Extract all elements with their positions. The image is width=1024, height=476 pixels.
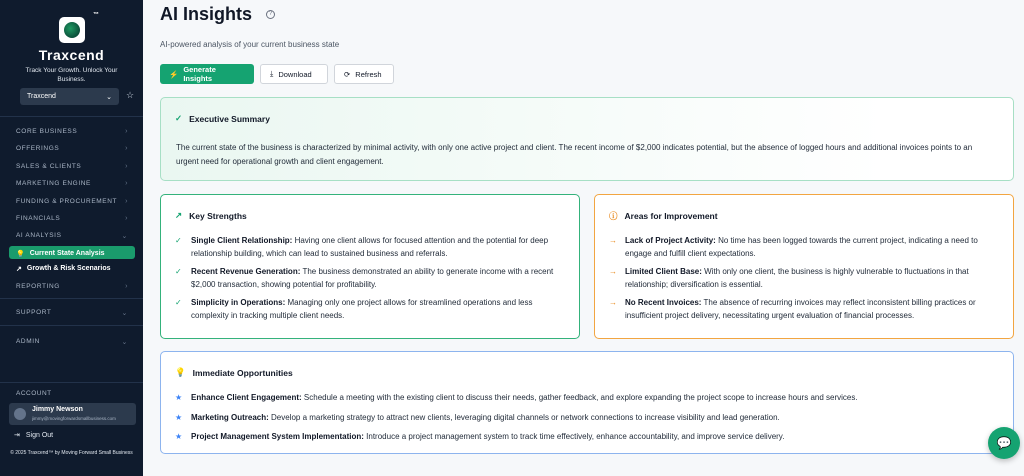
- immediate-opportunities-card: [160, 351, 1014, 454]
- copyright: © 2025 Traxcend™ by Moving Forward Small Business: [10, 450, 133, 456]
- chevron-right-icon: ›: [125, 163, 128, 170]
- chevron-right-icon: ›: [125, 215, 128, 222]
- check-circle-icon: ✓: [175, 113, 183, 123]
- star-icon: ★: [175, 393, 183, 402]
- list-item: → Lack of Project Activity: No time has been logged towards the current project, indicating a need to engage and fulfill client expectations.: [609, 235, 1004, 260]
- download-icon: ⤓: [270, 69, 274, 78]
- divider: [0, 382, 143, 383]
- trend-up-icon: ↗: [175, 210, 183, 220]
- divider: [0, 116, 143, 117]
- help-icon[interactable]: ?: [266, 10, 275, 19]
- arrow-right-icon: →: [609, 298, 617, 307]
- lightbulb-icon: 💡: [175, 367, 186, 377]
- nav-financials[interactable]: FINANCIALS ›: [16, 215, 128, 222]
- trademark: ™: [93, 12, 99, 18]
- list-item: ✓ Simplicity in Operations: Managing only one project allows for streamlined operations and less complexity in tracking multiple client needs.: [175, 297, 570, 322]
- divider: [0, 325, 143, 326]
- brand-block: [0, 12, 143, 84]
- organization-select-value: Traxcend: [27, 93, 56, 100]
- card-header: ✓ Executive Summary: [175, 113, 270, 124]
- nav-admin[interactable]: ADMIN ⌄: [16, 338, 128, 346]
- avatar: [14, 408, 26, 420]
- list-item: ★ Project Management System Implementation: Introduce a project management system to track time effectively, enhance accountability, and improve service delivery.: [175, 431, 995, 444]
- nav-reporting[interactable]: REPORTING ›: [16, 283, 128, 290]
- list-item: ✓ Single Client Relationship: Having one client allows for focused attention and the potential for deep relationship building, which can lead to sustained business and referrals.: [175, 235, 570, 260]
- sidebar-item-growth-risk-scenarios[interactable]: ↗ Growth & Risk Scenarios: [16, 265, 111, 273]
- chat-button[interactable]: [988, 427, 1020, 459]
- divider: [0, 298, 143, 299]
- chevron-down-icon: ⌄: [106, 93, 112, 101]
- card-header: ⓘ Areas for Improvement: [609, 211, 718, 221]
- user-name: Jimmy Newson: [32, 406, 83, 413]
- nav-sales-clients[interactable]: SALES & CLIENTS ›: [16, 163, 128, 170]
- star-icon[interactable]: ☆: [126, 90, 135, 100]
- trend-icon: ↗: [16, 265, 22, 273]
- chevron-right-icon: ›: [125, 145, 128, 152]
- generate-insights-button[interactable]: ⚡ Generate Insights: [160, 64, 254, 84]
- user-account-card[interactable]: [9, 403, 136, 425]
- star-icon: ★: [175, 412, 183, 422]
- sidebar: [0, 0, 143, 476]
- list-item: → Limited Client Base: With only one client, the business is highly vulnerable to fluctuations in that relationship; diversification is essential.: [609, 266, 1004, 291]
- main-content: [143, 0, 1024, 476]
- list-item: ★ Marketing Outreach: Develop a marketing strategy to attract new clients, leveraging digital channels or network connections to increase visibility and lead generation.: [175, 412, 995, 425]
- executive-summary-text: The current state of the business is characterized by minimal activity, with only one active project and client. The recent income of $2,000 indicates potential, but the absence of logged hours and additional invoices points to an urgent need for operational growth and client engagement.: [176, 143, 973, 166]
- nav-ai-analysis[interactable]: AI ANALYSIS ⌄: [16, 232, 128, 240]
- sidebar-item-current-state-analysis[interactable]: 💡 Current State Analysis: [9, 246, 135, 259]
- check-icon: ✓: [175, 298, 182, 307]
- chevron-right-icon: ›: [125, 180, 128, 187]
- chevron-right-icon: ›: [125, 283, 128, 290]
- arrow-right-icon: →: [609, 236, 617, 245]
- sign-out-button[interactable]: ⇥ Sign Out: [14, 431, 54, 439]
- refresh-icon: ⟳: [344, 69, 351, 79]
- executive-summary-card: [160, 97, 1014, 181]
- card-header: ↗ Key Strengths: [175, 210, 247, 221]
- list-item: → No Recent Invoices: The absence of recurring invoices may reflect inconsistent billing practices or insufficient project delivery, necessitating urgent evaluation of financial processes.: [609, 297, 1004, 322]
- user-email: jimmy@movingforwardsmallbusiness.com: [32, 416, 116, 421]
- brand-tagline: Track Your Growth. Unlock Your Business.: [25, 67, 118, 83]
- opportunities-list: [175, 392, 995, 451]
- organization-select[interactable]: [20, 88, 119, 105]
- nav-marketing-engine[interactable]: MARKETING ENGINE ›: [16, 180, 128, 187]
- chat-icon: 💬: [996, 436, 1012, 450]
- chevron-right-icon: ›: [125, 128, 128, 135]
- chevron-down-icon: ⌄: [121, 310, 128, 317]
- arrow-right-icon: →: [609, 267, 617, 276]
- refresh-button[interactable]: ⟳ Refresh: [334, 64, 394, 84]
- nav-core-business[interactable]: CORE BUSINESS ›: [16, 128, 128, 135]
- key-strengths-card: [160, 194, 580, 339]
- star-icon: ★: [175, 432, 183, 441]
- list-item: ✓ Recent Revenue Generation: The business demonstrated an ability to generate income with a recent $2,000 transaction, showing potential for profitability.: [175, 266, 570, 291]
- page-subtitle: AI-powered analysis of your current business state: [160, 40, 340, 49]
- download-button[interactable]: ⤓ Download: [260, 64, 328, 84]
- strengths-list: [175, 235, 570, 328]
- brand-name: Traxcend: [38, 47, 105, 63]
- improvement-list: [609, 235, 1004, 328]
- areas-for-improvement-card: [594, 194, 1014, 339]
- chevron-down-icon: ⌄: [121, 339, 128, 346]
- nav-offerings[interactable]: OFFERINGS ›: [16, 145, 128, 152]
- check-icon: ✓: [175, 267, 182, 276]
- page-title: AI Insights: [160, 4, 253, 24]
- chevron-down-icon: ⌄: [121, 233, 128, 240]
- account-label: ACCOUNT: [16, 390, 52, 397]
- logo-icon[interactable]: [59, 17, 85, 43]
- nav-funding-procurement[interactable]: FUNDING & PROCUREMENT ›: [16, 198, 128, 205]
- nav-support[interactable]: SUPPORT ⌄: [16, 309, 128, 317]
- alert-circle-icon: ⓘ: [609, 211, 618, 221]
- lightbulb-icon: 💡: [16, 250, 25, 258]
- card-header: 💡 Immediate Opportunities: [175, 367, 293, 378]
- check-icon: ✓: [175, 236, 182, 245]
- sign-out-icon: ⇥: [14, 432, 20, 439]
- list-item: ★ Enhance Client Engagement: Schedule a meeting with the existing client to discuss their needs, gather feedback, and explore expanding the project scope to increase hours and services.: [175, 392, 995, 405]
- chevron-right-icon: ›: [125, 198, 128, 205]
- sparkle-icon: ⚡: [169, 69, 179, 79]
